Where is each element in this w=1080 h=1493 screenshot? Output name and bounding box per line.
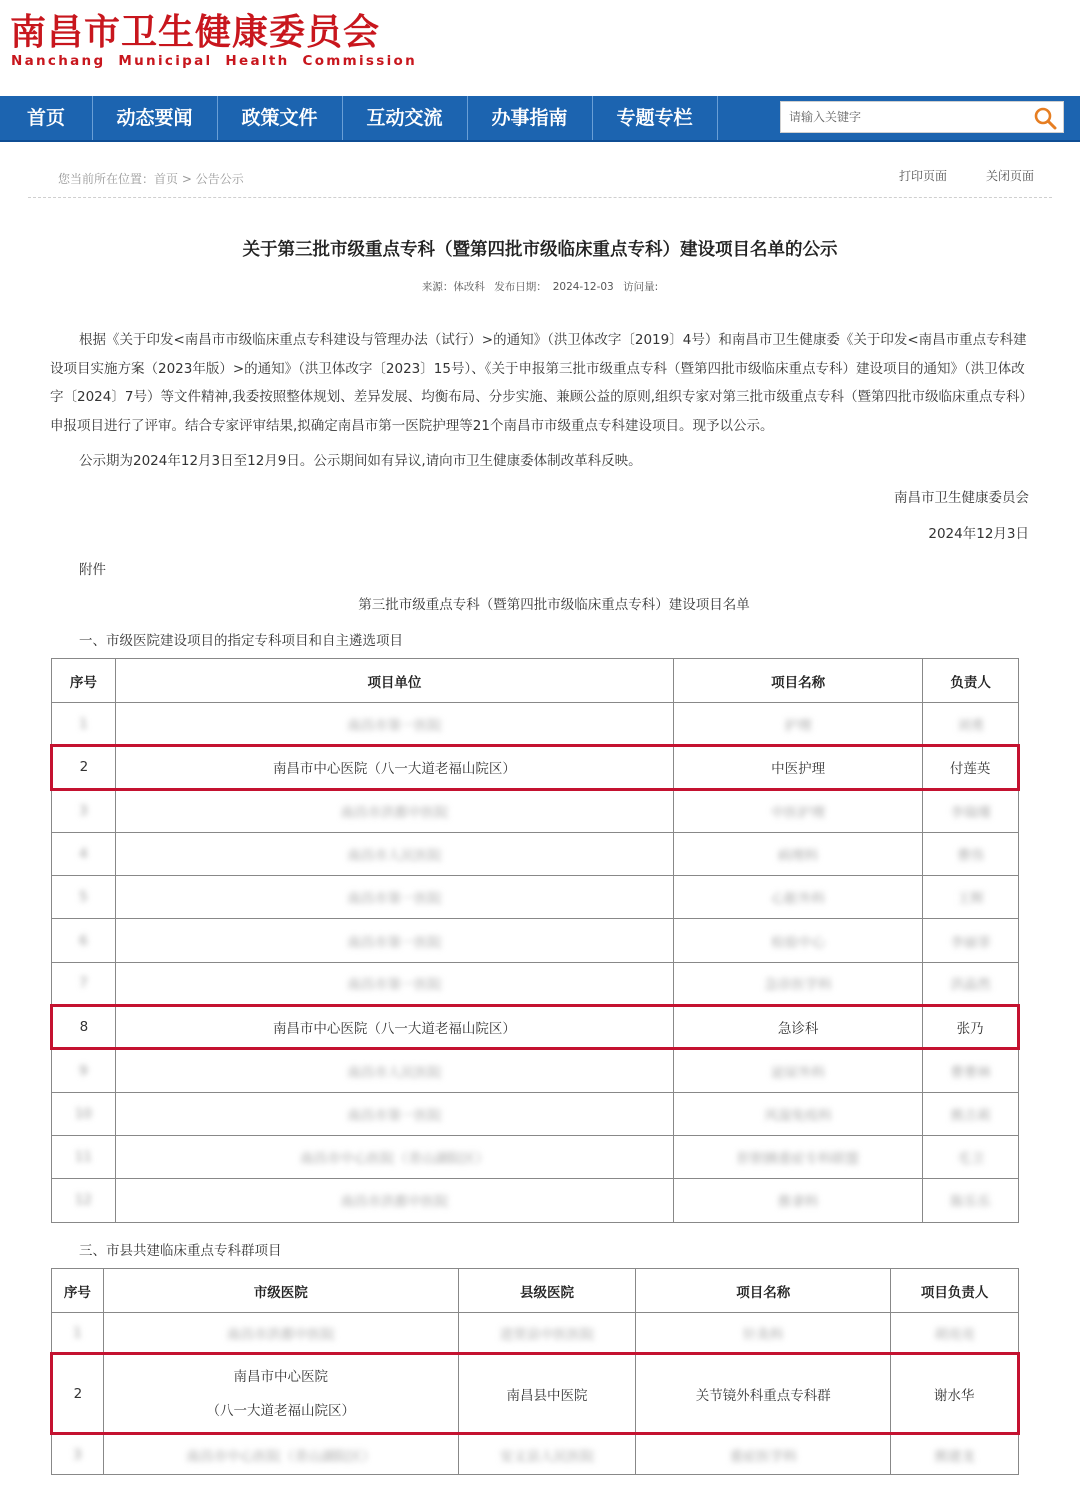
project-lead: 李丽菲: [923, 919, 1019, 962]
row-number: 6: [52, 919, 116, 962]
signature-org: 南昌市卫生健康委员会: [894, 490, 1029, 506]
project-unit: 南昌市人民医院: [115, 1049, 673, 1092]
row-number: 10: [52, 1092, 116, 1135]
article-meta: [0, 279, 1080, 294]
county-hospital: 南昌县中医院: [458, 1354, 635, 1434]
project-name: 关节镜外科重点专科群: [636, 1354, 891, 1434]
search-box: [780, 101, 1064, 133]
project-unit: 南昌市第一医院: [115, 1092, 673, 1135]
meta-date: 2024-12-03: [552, 281, 614, 293]
close-page-button[interactable]: 关闭页面: [986, 169, 1035, 183]
row-number: 1: [52, 703, 116, 746]
table-row: [52, 832, 1019, 875]
table-header-row: [52, 659, 1019, 703]
project-unit: 南昌市第一医院: [115, 703, 673, 746]
row-number: 9: [52, 1049, 116, 1092]
project-name: 风湿免疫科: [674, 1092, 923, 1135]
city-hospital-line-1: 南昌市中心医院: [233, 1368, 329, 1385]
project-name: 肝胆胰重症专科联盟: [674, 1135, 923, 1178]
project-lead: 毛卫: [923, 1135, 1019, 1178]
nav-news[interactable]: 动态要闻: [92, 96, 218, 140]
project-name: 病理科: [674, 832, 923, 875]
project-lead: 曹曹林: [923, 1049, 1019, 1092]
site-header: [0, 0, 1080, 96]
nav-interaction[interactable]: 互动交流: [342, 96, 468, 140]
table-row: [52, 703, 1019, 746]
project-name: 心脏外科: [674, 876, 923, 919]
project-unit: 南昌市中心医院（八一大道老福山院区）: [115, 746, 673, 789]
list-title: 第三批市级重点专科（暨第四批市级临床重点专科）建设项目名单: [358, 597, 750, 613]
city-hospital-line-2: （八一大道老福山院区）: [206, 1402, 356, 1419]
nav-home[interactable]: 首页: [0, 96, 93, 140]
project-lead: 张乃: [923, 1006, 1019, 1049]
search-icon[interactable]: [1033, 106, 1057, 130]
row-number: 11: [52, 1135, 116, 1178]
project-lead: 谢水华: [891, 1354, 1019, 1434]
meta-source: 来源：体改科: [421, 281, 485, 293]
project-unit: 南昌市中心医院（青山湖院区）: [115, 1135, 673, 1178]
project-unit: 南昌市洪都中医院: [115, 789, 673, 832]
search-input[interactable]: [781, 102, 1037, 132]
meta-date-label: 发布日期：: [494, 281, 547, 293]
table-row: [52, 789, 1019, 832]
nav-special-topics[interactable]: 专题专栏: [592, 96, 718, 140]
project-unit: 南昌市第一医院: [115, 919, 673, 962]
project-lead: 王辉: [923, 876, 1019, 919]
project-lead: 曹伟: [923, 832, 1019, 875]
project-unit: 南昌市第一医院: [115, 962, 673, 1005]
project-name: 急诊科: [674, 1006, 923, 1049]
project-name: 急诊医学科: [674, 962, 923, 1005]
project-name: 中医护理: [674, 746, 923, 789]
table-body: [52, 1313, 1019, 1475]
table-row: [52, 746, 1019, 789]
header-lead: 项目负责人: [891, 1269, 1019, 1313]
project-unit: 南昌市第一医院: [115, 876, 673, 919]
table-row: [52, 919, 1019, 962]
header-unit: 项目单位: [115, 659, 673, 703]
article-paragraph-2: 公示期为2024年12月3日至12月9日。公示期间如有异议,请向市卫生健康委体制改革科反映。: [79, 453, 642, 469]
project-name: 重症医学科: [636, 1434, 891, 1475]
row-number: 2: [52, 1354, 104, 1434]
county-hospital: 进贤县中医医院: [458, 1313, 635, 1354]
project-name: 推拿科: [674, 1179, 923, 1222]
project-lead: 熊吉莉: [923, 1092, 1019, 1135]
table-row: [52, 1092, 1019, 1135]
row-number: 1: [52, 1313, 104, 1354]
nav-policy[interactable]: 政策文件: [217, 96, 343, 140]
project-unit: 南昌市中心医院（八一大道老福山院区）: [115, 1006, 673, 1049]
table-row: [52, 962, 1019, 1005]
table-body: [52, 703, 1019, 1223]
project-lead: 胡亮亮: [891, 1313, 1019, 1354]
section-heading-3: 三、市县共建临床重点专科群项目: [79, 1243, 282, 1259]
row-number: 4: [52, 832, 116, 875]
row-number: 12: [52, 1179, 116, 1222]
project-lead: 洪晶然: [923, 962, 1019, 1005]
city-hospital: 南昌市中心医院（青山湖院区）: [103, 1434, 458, 1475]
breadcrumb-home-link[interactable]: 首页: [154, 172, 179, 186]
project-lead: 陈乐乐: [923, 1179, 1019, 1222]
project-lead: 李瑞瑾: [923, 789, 1019, 832]
table-row: [52, 1179, 1019, 1222]
project-unit: 南昌市洪都中医院: [115, 1179, 673, 1222]
table-row: [52, 1049, 1019, 1092]
table-header-row: [52, 1269, 1019, 1313]
section-heading-1: 一、市级医院建设项目的指定专科项目和自主遴选项目: [79, 633, 403, 649]
header-no: 序号: [52, 1269, 104, 1313]
project-name: 针灸科: [636, 1313, 891, 1354]
header-no: 序号: [52, 659, 116, 703]
table-row: [52, 1135, 1019, 1178]
page-title: 关于第三批市级重点专科（暨第四批市级临床重点专科）建设项目名单的公示: [242, 240, 838, 260]
print-page-button[interactable]: 打印页面: [899, 169, 948, 183]
header-project: 项目名称: [674, 659, 923, 703]
city-hospital: 南昌市洪都中医院: [103, 1313, 458, 1354]
header-county-hospital: 县级医院: [458, 1269, 635, 1313]
project-lead: 付莲英: [923, 746, 1019, 789]
nav-service-guide[interactable]: 办事指南: [467, 96, 593, 140]
meta-visits: 访问量:: [623, 281, 659, 293]
breadcrumb-prefix: 您当前所在位置：: [58, 172, 155, 186]
header-lead: 负责人: [923, 659, 1019, 703]
row-number: 3: [52, 789, 116, 832]
project-lead: 熊建龙: [891, 1434, 1019, 1475]
breadcrumb: [58, 170, 244, 187]
breadcrumb-current[interactable]: 公告公示: [195, 172, 244, 186]
attachment-label: 附件: [79, 562, 106, 578]
breadcrumb-separator: >: [178, 172, 196, 186]
city-hospital: [103, 1354, 458, 1434]
county-hospital: 安义县人民医院: [458, 1434, 635, 1475]
project-name: 中医护理: [674, 789, 923, 832]
table-row: [52, 1434, 1019, 1475]
project-table-1: [50, 658, 1020, 1223]
site-logo-chinese[interactable]: 南昌市卫生健康委员会: [10, 11, 381, 53]
article-paragraph-1: 根据《关于印发<南昌市市级临床重点专科建设与管理办法（试行）>的通知》（洪卫体改字〔2019〕4号）和南昌市卫生健康委《关于印发<南昌市重点专科建设项目实施方案（2023年版）>的通知》（洪卫体改字〔2023〕15号）、《关于申报第三批市级重点专科（暨第四批市级临床重点专科）建设项目的通知》（洪卫体改字〔2024〕7号）等文件精神,我委按照整体规划、差异发展、均衡布局、分步实施、兼顾公益的原则,组织专家对第三批市级重点专科（暨第四批市级临床重点专科）申报项目进行了评审。结合专家评审结果,拟确定南昌市第一医院护理等21个南昌市市级重点专科建设项目。现予以公示。: [50, 332, 1027, 434]
project-name: 检验中心: [674, 919, 923, 962]
site-logo-english: Nanchang Municipal Health Commission: [11, 53, 418, 69]
row-number: 5: [52, 876, 116, 919]
header-project: 项目名称: [636, 1269, 891, 1313]
project-table-3: [50, 1268, 1020, 1475]
row-number: 3: [52, 1434, 104, 1475]
table-row: [52, 1006, 1019, 1049]
table-row: [52, 1354, 1019, 1434]
table-row: [52, 1313, 1019, 1354]
divider: [28, 197, 1052, 198]
row-number: 8: [52, 1006, 116, 1049]
table-row: [52, 876, 1019, 919]
project-lead: 刘勇: [923, 703, 1019, 746]
project-unit: 南昌市人民医院: [115, 832, 673, 875]
project-name: 泌尿外科: [674, 1049, 923, 1092]
row-number: 2: [52, 746, 116, 789]
header-city-hospital: 市级医院: [103, 1269, 458, 1313]
signature-date: 2024年12月3日: [928, 526, 1029, 542]
project-name: 护理: [674, 703, 923, 746]
row-number: 7: [52, 962, 116, 1005]
